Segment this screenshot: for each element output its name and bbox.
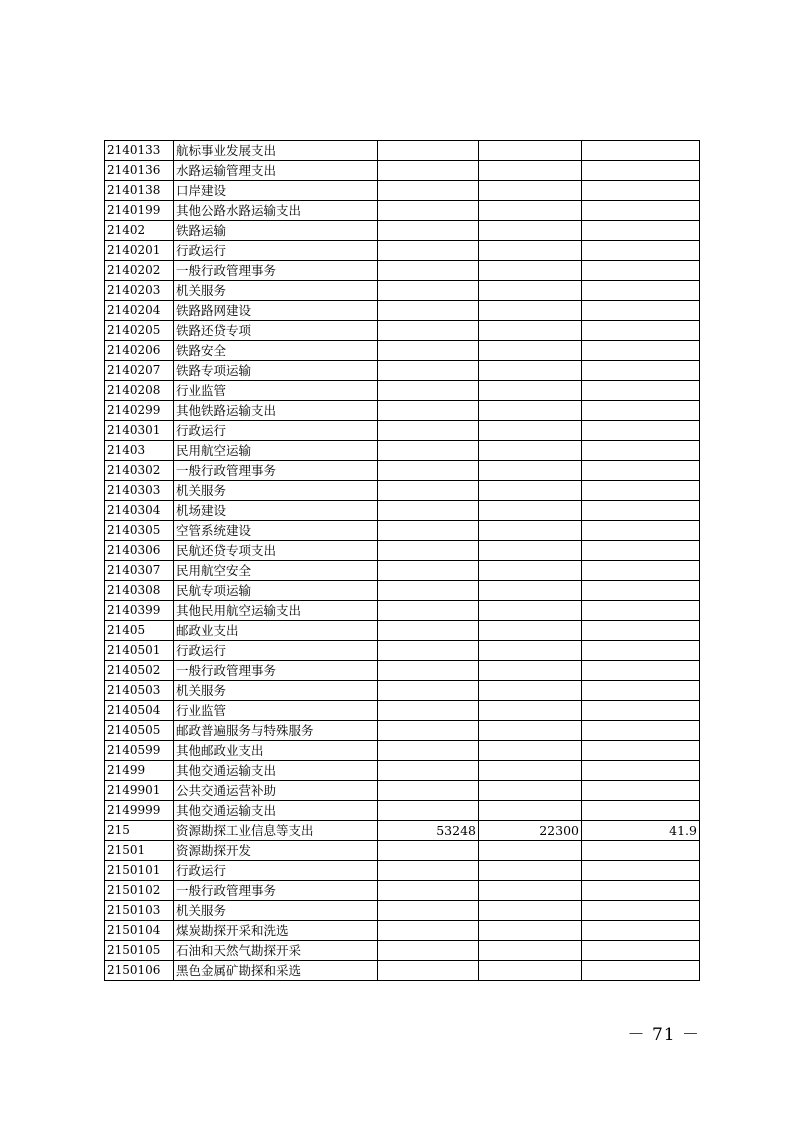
value-cell-2: [479, 141, 582, 161]
value-cell-1: [378, 761, 479, 781]
value-cell-2: [479, 461, 582, 481]
table-row: [105, 781, 700, 801]
subject-name-cell: 铁路运输: [174, 221, 378, 241]
value-cell-3: [582, 501, 700, 521]
subject-code-cell: 2140504: [105, 701, 174, 721]
subject-code-cell: 2150103: [105, 901, 174, 921]
table-row: [105, 941, 700, 961]
value-cell-1: [378, 781, 479, 801]
subject-code-cell: 2150101: [105, 861, 174, 881]
value-cell-3: [582, 381, 700, 401]
table-row: [105, 221, 700, 241]
value-cell-1: [378, 801, 479, 821]
table-row: [105, 461, 700, 481]
value-cell-2: [479, 421, 582, 441]
value-cell-1: [378, 221, 479, 241]
value-cell-1: [378, 601, 479, 621]
value-cell-1: [378, 161, 479, 181]
subject-code-cell: 2140301: [105, 421, 174, 441]
value-cell-3: [582, 221, 700, 241]
value-cell-1: [378, 361, 479, 381]
subject-name-cell: 一般行政管理事务: [174, 661, 378, 681]
value-cell-3: [582, 161, 700, 181]
value-cell-2: [479, 361, 582, 381]
subject-code-cell: 21499: [105, 761, 174, 781]
subject-code-cell: 215: [105, 821, 174, 841]
subject-name-cell: 空管系统建设: [174, 521, 378, 541]
value-cell-1: [378, 381, 479, 401]
subject-code-cell: 21402: [105, 221, 174, 241]
subject-code-cell: 2140133: [105, 141, 174, 161]
value-cell-3: [582, 941, 700, 961]
table-row: [105, 381, 700, 401]
value-cell-2: [479, 181, 582, 201]
subject-name-cell: 行政运行: [174, 421, 378, 441]
subject-code-cell: 21405: [105, 621, 174, 641]
subject-code-cell: 2140306: [105, 541, 174, 561]
subject-code-cell: 2150105: [105, 941, 174, 961]
value-cell-1: [378, 701, 479, 721]
value-cell-2: [479, 961, 582, 981]
value-cell-3: [582, 601, 700, 621]
table-row: [105, 741, 700, 761]
table-row: [105, 321, 700, 341]
value-cell-2: [479, 901, 582, 921]
value-cell-3: [582, 321, 700, 341]
subject-name-cell: 煤炭勘探开采和洗选: [174, 921, 378, 941]
table-row: [105, 341, 700, 361]
subject-code-cell: 2140305: [105, 521, 174, 541]
table-row: [105, 661, 700, 681]
value-cell-1: [378, 621, 479, 641]
value-cell-3: [582, 901, 700, 921]
value-cell-3: [582, 401, 700, 421]
value-cell-3: [582, 881, 700, 901]
table-row: [105, 601, 700, 621]
budget-table: [104, 140, 700, 981]
subject-name-cell: 行政运行: [174, 241, 378, 261]
value-cell-3: [582, 181, 700, 201]
table-row: [105, 561, 700, 581]
value-cell-3: [582, 801, 700, 821]
subject-name-cell: 民航还贷专项支出: [174, 541, 378, 561]
subject-name-cell: 邮政普遍服务与特殊服务: [174, 721, 378, 741]
value-cell-3: [582, 201, 700, 221]
table-row: [105, 201, 700, 221]
subject-name-cell: 铁路路网建设: [174, 301, 378, 321]
subject-name-cell: 航标事业发展支出: [174, 141, 378, 161]
page-number: － 71 －: [627, 1025, 700, 1045]
value-cell-1: [378, 661, 479, 681]
value-cell-3: [582, 361, 700, 381]
value-cell-1: [378, 421, 479, 441]
value-cell-2: [479, 761, 582, 781]
value-cell-1: [378, 721, 479, 741]
subject-code-cell: 2140207: [105, 361, 174, 381]
subject-name-cell: 铁路专项运输: [174, 361, 378, 381]
value-cell-3: [582, 281, 700, 301]
subject-name-cell: 其他交通运输支出: [174, 761, 378, 781]
value-cell-3: [582, 961, 700, 981]
subject-name-cell: 铁路还贷专项: [174, 321, 378, 341]
subject-name-cell: 行业监管: [174, 381, 378, 401]
value-cell-3: [582, 781, 700, 801]
value-cell-2: [479, 601, 582, 621]
subject-name-cell: 机关服务: [174, 681, 378, 701]
value-cell-3: [582, 581, 700, 601]
value-cell-2: [479, 401, 582, 421]
value-cell-3: [582, 521, 700, 541]
subject-code-cell: 2150102: [105, 881, 174, 901]
value-cell-3: [582, 681, 700, 701]
table-row: [105, 821, 700, 841]
subject-code-cell: 2149999: [105, 801, 174, 821]
subject-name-cell: 其他民用航空运输支出: [174, 601, 378, 621]
value-cell-2: [479, 221, 582, 241]
subject-name-cell: 一般行政管理事务: [174, 461, 378, 481]
subject-code-cell: 2140304: [105, 501, 174, 521]
value-cell-2: [479, 641, 582, 661]
value-cell-1: [378, 141, 479, 161]
table-row: [105, 621, 700, 641]
table-row: [105, 841, 700, 861]
subject-code-cell: 2140307: [105, 561, 174, 581]
value-cell-1: [378, 561, 479, 581]
value-cell-1: [378, 941, 479, 961]
subject-name-cell: 其他公路水路运输支出: [174, 201, 378, 221]
value-cell-1: [378, 341, 479, 361]
value-cell-2: [479, 561, 582, 581]
subject-name-cell: 其他铁路运输支出: [174, 401, 378, 421]
table-row: [105, 181, 700, 201]
value-cell-2: [479, 281, 582, 301]
table-row: [105, 481, 700, 501]
table-row: [105, 401, 700, 421]
value-cell-3: [582, 861, 700, 881]
table-row: [105, 421, 700, 441]
value-cell-1: [378, 641, 479, 661]
subject-name-cell: 民用航空安全: [174, 561, 378, 581]
value-cell-3: [582, 641, 700, 661]
subject-name-cell: 石油和天然气勘探开采: [174, 941, 378, 961]
table-row: [105, 161, 700, 181]
value-cell-3: [582, 301, 700, 321]
subject-name-cell: 一般行政管理事务: [174, 881, 378, 901]
subject-code-cell: 2140206: [105, 341, 174, 361]
value-cell-3: [582, 661, 700, 681]
subject-name-cell: 资源勘探工业信息等支出: [174, 821, 378, 841]
value-cell-3: [582, 261, 700, 281]
value-cell-2: [479, 541, 582, 561]
subject-name-cell: 口岸建设: [174, 181, 378, 201]
value-cell-3: [582, 561, 700, 581]
value-cell-3: [582, 621, 700, 641]
table-row: [105, 881, 700, 901]
value-cell-1: 53248: [378, 821, 479, 841]
subject-code-cell: 2140501: [105, 641, 174, 661]
subject-name-cell: 行业监管: [174, 701, 378, 721]
value-cell-2: [479, 701, 582, 721]
table-row: [105, 921, 700, 941]
table-row: [105, 641, 700, 661]
table-row: [105, 301, 700, 321]
value-cell-2: [479, 481, 582, 501]
table-row: [105, 361, 700, 381]
value-cell-1: [378, 921, 479, 941]
value-cell-2: [479, 241, 582, 261]
value-cell-2: [479, 781, 582, 801]
value-cell-2: [479, 841, 582, 861]
table-row: [105, 801, 700, 821]
value-cell-3: [582, 721, 700, 741]
table-row: [105, 681, 700, 701]
value-cell-1: [378, 681, 479, 701]
value-cell-2: [479, 321, 582, 341]
subject-name-cell: 民用航空运输: [174, 441, 378, 461]
table-row: [105, 441, 700, 461]
table-body: [105, 141, 700, 981]
subject-name-cell: 其他交通运输支出: [174, 801, 378, 821]
subject-name-cell: 民航专项运输: [174, 581, 378, 601]
value-cell-1: [378, 281, 479, 301]
value-cell-2: [479, 621, 582, 641]
subject-code-cell: 2140203: [105, 281, 174, 301]
value-cell-2: [479, 681, 582, 701]
subject-name-cell: 一般行政管理事务: [174, 261, 378, 281]
table-row: [105, 761, 700, 781]
subject-name-cell: 其他邮政业支出: [174, 741, 378, 761]
value-cell-1: [378, 881, 479, 901]
subject-code-cell: 21501: [105, 841, 174, 861]
value-cell-3: 41.9: [582, 821, 700, 841]
table-row: [105, 241, 700, 261]
subject-code-cell: 2140204: [105, 301, 174, 321]
value-cell-3: [582, 541, 700, 561]
value-cell-2: [479, 341, 582, 361]
subject-code-cell: 2150106: [105, 961, 174, 981]
subject-name-cell: 资源勘探开发: [174, 841, 378, 861]
value-cell-1: [378, 481, 479, 501]
subject-code-cell: 2140399: [105, 601, 174, 621]
subject-code-cell: 2149901: [105, 781, 174, 801]
value-cell-2: [479, 921, 582, 941]
table-row: [105, 721, 700, 741]
subject-code-cell: 2140505: [105, 721, 174, 741]
value-cell-1: [378, 741, 479, 761]
subject-code-cell: 2140599: [105, 741, 174, 761]
value-cell-1: [378, 401, 479, 421]
subject-code-cell: 2140202: [105, 261, 174, 281]
value-cell-3: [582, 481, 700, 501]
value-cell-1: [378, 241, 479, 261]
subject-name-cell: 邮政业支出: [174, 621, 378, 641]
table-row: [105, 541, 700, 561]
value-cell-2: 22300: [479, 821, 582, 841]
subject-name-cell: 铁路安全: [174, 341, 378, 361]
value-cell-3: [582, 461, 700, 481]
subject-name-cell: 行政运行: [174, 861, 378, 881]
value-cell-1: [378, 541, 479, 561]
value-cell-3: [582, 341, 700, 361]
value-cell-3: [582, 761, 700, 781]
value-cell-2: [479, 301, 582, 321]
value-cell-1: [378, 321, 479, 341]
value-cell-3: [582, 441, 700, 461]
value-cell-1: [378, 261, 479, 281]
value-cell-2: [479, 261, 582, 281]
subject-code-cell: 2140208: [105, 381, 174, 401]
subject-code-cell: 2150104: [105, 921, 174, 941]
value-cell-2: [479, 881, 582, 901]
subject-name-cell: 机关服务: [174, 281, 378, 301]
value-cell-2: [479, 741, 582, 761]
subject-name-cell: 公共交通运营补助: [174, 781, 378, 801]
subject-code-cell: 2140302: [105, 461, 174, 481]
value-cell-1: [378, 901, 479, 921]
subject-code-cell: 2140308: [105, 581, 174, 601]
value-cell-2: [479, 161, 582, 181]
value-cell-1: [378, 181, 479, 201]
value-cell-2: [479, 501, 582, 521]
table-row: [105, 901, 700, 921]
value-cell-1: [378, 461, 479, 481]
table-row: [105, 501, 700, 521]
subject-code-cell: 2140502: [105, 661, 174, 681]
table-row: [105, 141, 700, 161]
value-cell-3: [582, 741, 700, 761]
subject-name-cell: 行政运行: [174, 641, 378, 661]
subject-code-cell: 2140199: [105, 201, 174, 221]
value-cell-2: [479, 581, 582, 601]
subject-code-cell: 2140138: [105, 181, 174, 201]
subject-code-cell: 2140205: [105, 321, 174, 341]
table-row: [105, 701, 700, 721]
value-cell-1: [378, 841, 479, 861]
subject-code-cell: 2140136: [105, 161, 174, 181]
subject-code-cell: 2140303: [105, 481, 174, 501]
subject-name-cell: 机关服务: [174, 481, 378, 501]
value-cell-2: [479, 801, 582, 821]
table-row: [105, 281, 700, 301]
subject-code-cell: 2140201: [105, 241, 174, 261]
value-cell-1: [378, 441, 479, 461]
value-cell-2: [479, 381, 582, 401]
table-row: [105, 261, 700, 281]
value-cell-1: [378, 861, 479, 881]
value-cell-2: [479, 201, 582, 221]
value-cell-2: [479, 521, 582, 541]
value-cell-3: [582, 421, 700, 441]
value-cell-3: [582, 921, 700, 941]
value-cell-1: [378, 201, 479, 221]
subject-code-cell: 21403: [105, 441, 174, 461]
value-cell-2: [479, 441, 582, 461]
value-cell-1: [378, 961, 479, 981]
value-cell-1: [378, 581, 479, 601]
value-cell-2: [479, 661, 582, 681]
value-cell-1: [378, 501, 479, 521]
subject-name-cell: 黑色金属矿勘探和采选: [174, 961, 378, 981]
value-cell-2: [479, 861, 582, 881]
subject-name-cell: 机关服务: [174, 901, 378, 921]
value-cell-3: [582, 701, 700, 721]
subject-code-cell: 2140503: [105, 681, 174, 701]
table-row: [105, 861, 700, 881]
table-row: [105, 581, 700, 601]
value-cell-3: [582, 241, 700, 261]
table-row: [105, 961, 700, 981]
subject-name-cell: 机场建设: [174, 501, 378, 521]
value-cell-3: [582, 841, 700, 861]
subject-name-cell: 水路运输管理支出: [174, 161, 378, 181]
subject-code-cell: 2140299: [105, 401, 174, 421]
value-cell-2: [479, 941, 582, 961]
value-cell-3: [582, 141, 700, 161]
value-cell-1: [378, 521, 479, 541]
table-row: [105, 521, 700, 541]
value-cell-2: [479, 721, 582, 741]
value-cell-1: [378, 301, 479, 321]
